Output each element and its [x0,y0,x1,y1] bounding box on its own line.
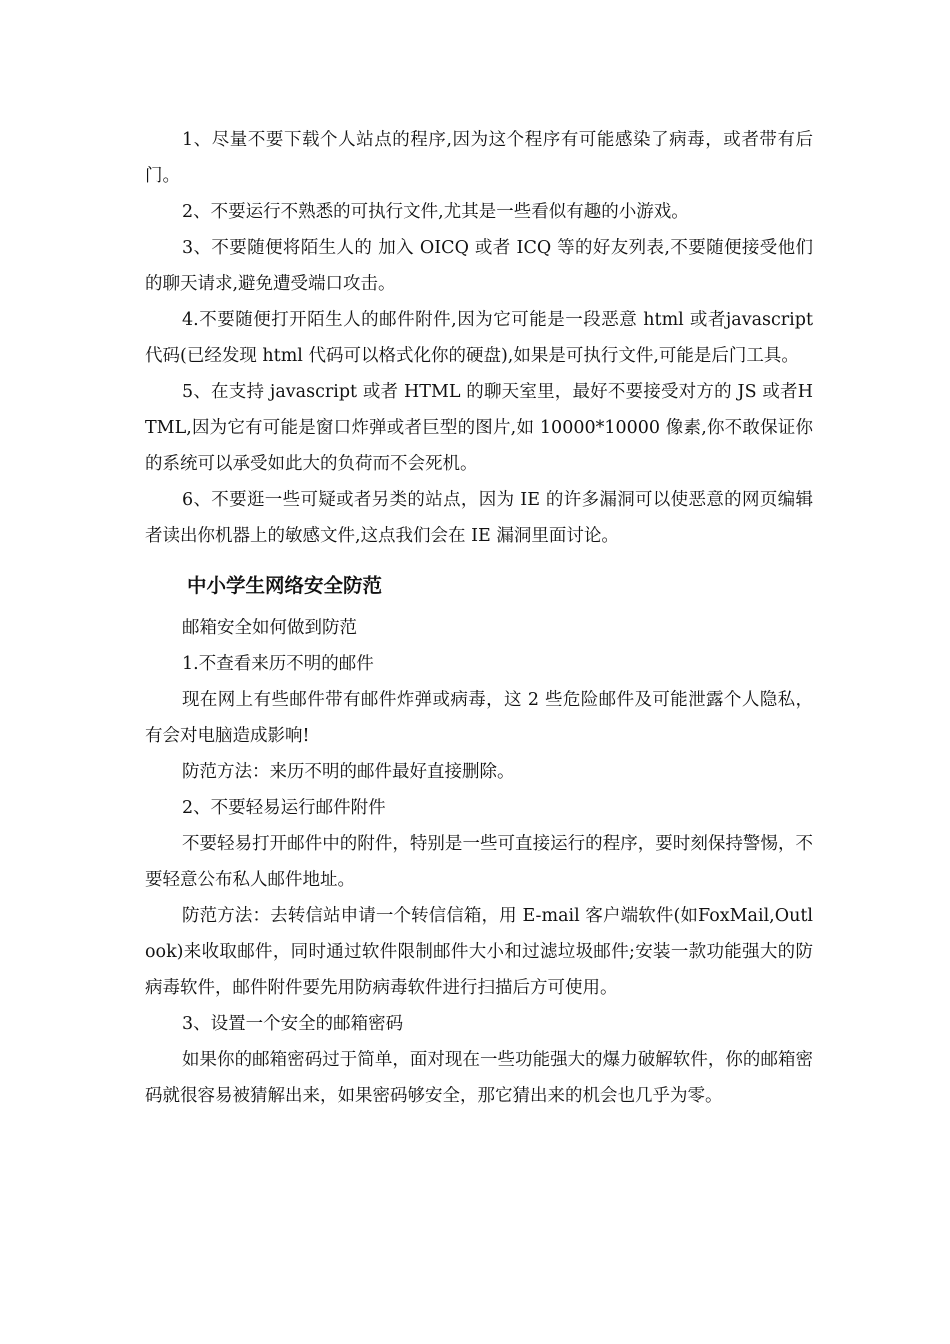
tip-paragraph-4: 4.不要随便打开陌生人的邮件附件,因为它可能是一段恶意 html 或者javascript 代码(已经发现 html 代码可以格式化你的硬盘),如果是可执行文件,可能是后门工具。 [145,310,813,366]
item3-body: 如果你的邮箱密码过于简单，面对现在一些功能强大的爆力破解软件，你的邮箱密码就很容易被猜解出来，如果密码够安全，那它猜出来的机会也几乎为零。 [145,1050,813,1106]
tip-paragraph-5: 5、在支持 javascript 或者 HTML 的聊天室里，最好不要接受对方的 JS 或者HTML,因为它有可能是窗口炸弹或者巨型的图片,如 10000*10000 像素,你不敢保证你的系统可以承受如此大的负荷而不会死机。 [145,382,813,474]
item2-heading: 2、不要轻易运行邮件附件 [182,798,386,818]
item1-heading: 1.不查看来历不明的邮件 [182,654,374,674]
tip-paragraph-6: 6、不要逛一些可疑或者另类的站点，因为 IE 的许多漏洞可以使恶意的网页编辑者读出你机器上的敏感文件,这点我们会在 IE 漏洞里面讨论。 [145,490,813,546]
document-page [145,122,813,1114]
tip-paragraph-2: 2、不要运行不熟悉的可执行文件,尤其是一些看似有趣的小游戏。 [182,202,689,222]
tip-paragraph-1: 1、尽量不要下载个人站点的程序,因为这个程序有可能感染了病毒，或者带有后门。 [145,130,813,186]
tip-paragraph-3: 3、不要随便将陌生人的 加入 OICQ 或者 ICQ 等的好友列表,不要随便接受他们的聊天请求,避免遭受端口攻击。 [145,238,813,294]
section-title: 中小学生网络安全防范 [187,574,383,597]
item3-heading: 3、设置一个安全的邮箱密码 [182,1014,404,1034]
section-subtitle: 邮箱安全如何做到防范 [182,618,357,638]
item1-body: 现在网上有些邮件带有邮件炸弹或病毒，这 2 些危险邮件及可能泄露个人隐私，有会对电脑造成影响! [145,690,813,746]
item2-method: 防范方法：去转信站申请一个转信信箱，用 E-mail 客户端软件(如FoxMail,Outlook)来收取邮件，同时通过软件限制邮件大小和过滤垃圾邮件;安装一款功能强大的防病毒软件，邮件附件要先用防病毒软件进行扫描后方可使用。 [145,906,813,998]
item1-method: 防范方法：来历不明的邮件最好直接删除。 [182,762,515,782]
item2-body: 不要轻易打开邮件中的附件，特别是一些可直接运行的程序，要时刻保持警惕，不要轻意公布私人邮件地址。 [145,834,813,890]
